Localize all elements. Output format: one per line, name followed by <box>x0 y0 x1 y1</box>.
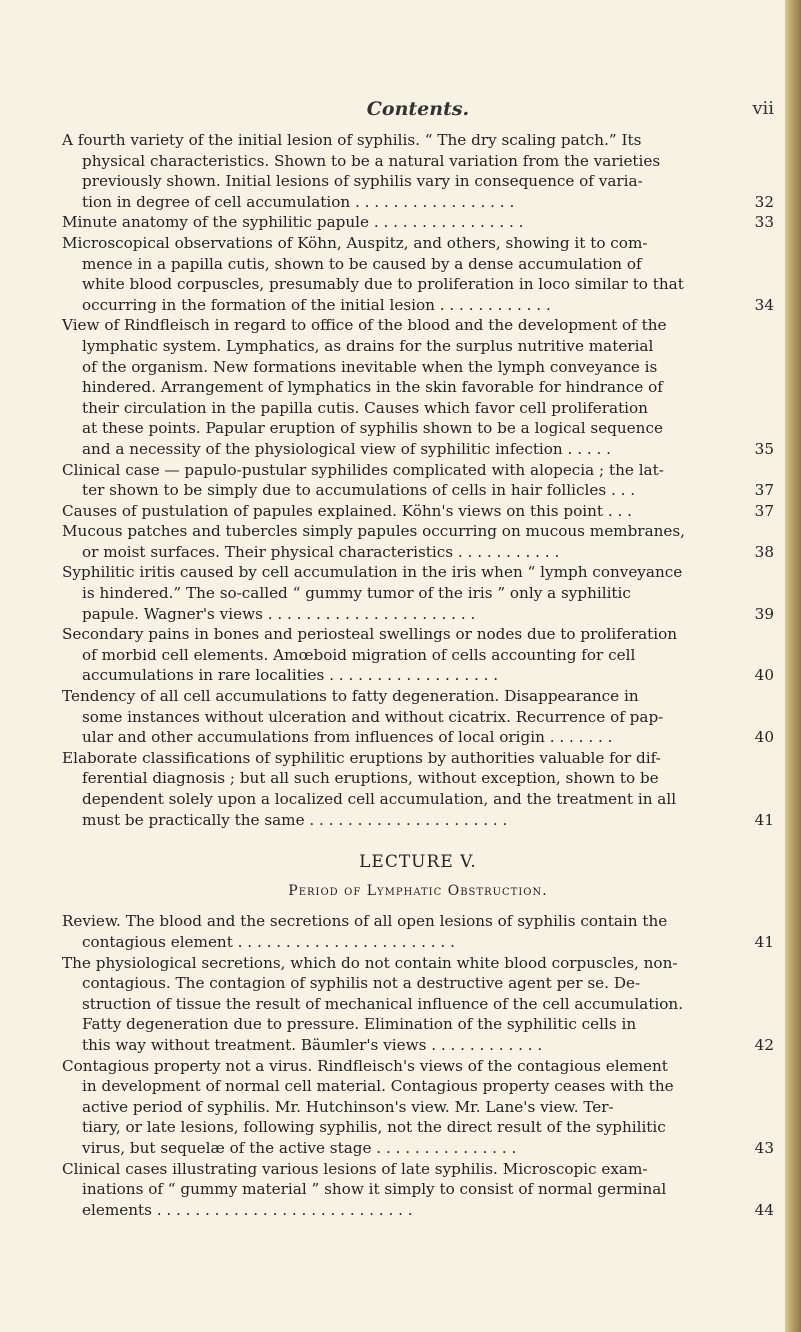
entry-line <box>82 707 774 728</box>
entry-line <box>82 727 774 748</box>
entry-text: white blood corpuscles, presumably due to proliferation in loco similar to that <box>82 275 684 294</box>
entry-text: of the organism. New formations inevitable when the lymph conveyance is <box>82 357 658 376</box>
entry-text: elements . . . . . . . . . . . . . . . . . . . . . . . . . . . <box>82 1200 413 1219</box>
entry-line <box>82 665 774 686</box>
entry-line <box>62 212 774 233</box>
entry-text: contagious. The contagion of syphilis not a destructive agent per se. De- <box>82 974 641 993</box>
entry-text: Contagious property not a virus. Rindfleisch's views of the contagious element <box>62 1056 668 1075</box>
entry-line <box>82 1076 774 1097</box>
contents-entry <box>62 521 774 562</box>
entry-text: Clinical case — papulo-pustular syphilides complicated with alopecia ; the lat- <box>62 460 664 479</box>
entry-line <box>82 994 774 1015</box>
entry-text: this way without treatment. Bäumler's views . . . . . . . . . . . . <box>82 1035 543 1054</box>
entry-line <box>62 911 774 932</box>
entry-line <box>82 439 774 460</box>
entry-text: of morbid cell elements. Amœboid migration of cells accounting for cell <box>82 645 636 664</box>
entry-line <box>62 624 774 645</box>
entry-page-number: 38 <box>754 542 774 561</box>
entry-line <box>82 254 774 275</box>
contents-entry <box>62 953 774 1056</box>
entry-page-number: 41 <box>754 932 774 951</box>
contents-entry <box>62 748 774 830</box>
contents-body <box>62 130 774 1220</box>
entry-page-number: 43 <box>754 1138 774 1157</box>
entry-text: physical characteristics. Shown to be a natural variation from the varieties <box>82 151 661 170</box>
contents-entry <box>62 130 774 212</box>
entry-text: Minute anatomy of the syphilitic papule . . . . . . . . . . . . . . . . <box>62 213 524 232</box>
entry-text: some instances without ulceration and without cicatrix. Recurrence of pap- <box>82 707 664 726</box>
entry-line <box>62 501 774 522</box>
entry-line <box>82 274 774 295</box>
entry-text: The physiological secretions, which do not contain white blood corpuscles, non- <box>62 953 678 972</box>
entry-page-number: 33 <box>754 213 774 232</box>
contents-entry <box>62 315 774 459</box>
running-title: Contents. <box>366 98 470 120</box>
entry-line <box>82 357 774 378</box>
entry-line <box>82 973 774 994</box>
entry-line <box>82 418 774 439</box>
entry-text: and a necessity of the physiological view of syphilitic infection . . . . . <box>82 439 611 458</box>
entry-text: struction of tissue the result of mechanical influence of the cell accumulation. <box>82 994 684 1013</box>
entry-line <box>82 1200 774 1221</box>
entry-line <box>82 171 774 192</box>
entry-text: inations of “ gummy material ” show it simply to consist of normal germinal <box>82 1180 667 1199</box>
entry-text: Microscopical observations of Köhn, Auspitz, and others, showing it to com- <box>62 233 648 252</box>
entry-line <box>62 233 774 254</box>
entry-line <box>82 542 774 563</box>
entry-text: or moist surfaces. Their physical characteristics . . . . . . . . . . . <box>82 542 560 561</box>
entry-line <box>62 562 774 583</box>
entry-line <box>82 768 774 789</box>
entry-line <box>82 645 774 666</box>
entry-page-number: 44 <box>754 1200 774 1219</box>
entry-line <box>82 1097 774 1118</box>
entry-text: A fourth variety of the initial lesion of syphilis. “ The dry scaling patch.” Its <box>62 131 642 149</box>
entry-line <box>82 1014 774 1035</box>
entry-text: occurring in the formation of the initial lesion . . . . . . . . . . . . <box>82 295 551 314</box>
entry-line <box>62 686 774 707</box>
entry-page-number: 40 <box>754 728 774 747</box>
entry-page-number: 35 <box>754 439 774 458</box>
entry-line <box>82 810 774 831</box>
entry-text: Fatty degeneration due to pressure. Elimination of the syphilitic cells in <box>82 1015 637 1034</box>
entry-text: View of Rindfleisch in regard to office of the blood and the development of the <box>62 316 667 335</box>
contents-entry <box>62 1056 774 1159</box>
contents-entry <box>62 686 774 748</box>
entry-line <box>82 295 774 316</box>
entry-page-number: 32 <box>754 192 774 211</box>
entry-text: Tendency of all cell accumulations to fatty degeneration. Disappearance in <box>62 687 639 706</box>
entry-text: contagious element . . . . . . . . . . . . . . . . . . . . . . . <box>82 932 455 951</box>
entry-page-number: 37 <box>754 481 774 500</box>
entry-text: their circulation in the papilla cutis. Causes which favor cell proliferation <box>82 398 648 417</box>
entry-line <box>82 151 774 172</box>
entry-text: accumulations in rare localities . . . . . . . . . . . . . . . . . . <box>82 666 499 685</box>
entry-page-number: 41 <box>754 810 774 829</box>
entry-text: papule. Wagner's views . . . . . . . . . . . . . . . . . . . . . . <box>82 604 476 623</box>
entry-text: Syphilitic iritis caused by cell accumulation in the iris when “ lymph conveyance <box>62 563 683 582</box>
entry-line <box>82 583 774 604</box>
entry-text: is hindered.” The so-called “ gummy tumor of the iris ” only a syphilitic <box>82 584 631 603</box>
entry-line <box>62 460 774 481</box>
entry-text: ter shown to be simply due to accumulations of cells in hair follicles . . . <box>82 481 636 500</box>
entry-line <box>82 1179 774 1200</box>
entry-text: Causes of pustulation of papules explained. Köhn's views on this point . . . <box>62 501 632 520</box>
contents-entry <box>62 501 774 522</box>
entry-text: Clinical cases illustrating various lesions of late syphilis. Microscopic exam- <box>62 1159 648 1178</box>
contents-list-lecture-v <box>62 911 774 1220</box>
entry-text: in development of normal cell material. Contagious property ceases with the <box>82 1077 674 1096</box>
lecture-subtitle: Period of Lymphatic Obstruction. <box>288 882 548 899</box>
entry-page-number: 42 <box>754 1035 774 1054</box>
entry-line <box>62 953 774 974</box>
entry-text: tiary, or late lesions, following syphilis, not the direct result of the syphilitic <box>82 1118 666 1137</box>
entry-line <box>82 789 774 810</box>
contents-entry <box>62 1159 774 1221</box>
entry-line <box>82 1117 774 1138</box>
contents-entry <box>62 624 774 686</box>
entry-line <box>62 1056 774 1077</box>
contents-entry <box>62 562 774 624</box>
entry-line <box>82 1138 774 1159</box>
entry-page-number: 39 <box>754 604 774 623</box>
entry-line <box>82 480 774 501</box>
entry-text: virus, but sequelæ of the active stage . . . . . . . . . . . . . . . <box>82 1138 517 1157</box>
entry-text: ferential diagnosis ; but all such eruptions, without exception, shown to be <box>82 769 659 788</box>
entry-text: tion in degree of cell accumulation . . . . . . . . . . . . . . . . . <box>82 192 515 211</box>
entry-line <box>62 748 774 769</box>
entry-text: mence in a papilla cutis, shown to be caused by a dense accumulation of <box>82 254 642 273</box>
entry-line <box>82 377 774 398</box>
entry-page-number: 34 <box>754 295 774 314</box>
contents-entry <box>62 212 774 233</box>
entry-text: must be practically the same . . . . . . . . . . . . . . . . . . . . . <box>82 810 508 829</box>
page-number: vii <box>752 98 774 119</box>
entry-line <box>82 1035 774 1056</box>
entry-text: hindered. Arrangement of lymphatics in the skin favorable for hindrance of <box>82 378 663 397</box>
entry-text: active period of syphilis. Mr. Hutchinson's view. Mr. Lane's view. Ter- <box>82 1097 614 1116</box>
entry-line <box>82 336 774 357</box>
entry-line <box>62 1159 774 1180</box>
entry-line <box>82 604 774 625</box>
entry-text: Review. The blood and the secretions of all open lesions of syphilis contain the <box>62 912 668 931</box>
entry-page-number: 37 <box>754 501 774 520</box>
contents-entry <box>62 911 774 952</box>
entry-line <box>62 130 774 151</box>
entry-line <box>62 315 774 336</box>
page-header <box>62 98 774 124</box>
entry-text: Secondary pains in bones and periosteal swellings or nodes due to proliferation <box>62 625 678 644</box>
contents-entry <box>62 460 774 501</box>
entry-text: dependent solely upon a localized cell accumulation, and the treatment in all <box>82 790 677 808</box>
entry-page-number: 40 <box>754 666 774 685</box>
entry-text: ular and other accumulations from influences of local origin . . . . . . . <box>82 728 613 747</box>
entry-text: Mucous patches and tubercles simply papules occurring on mucous membranes, <box>62 522 686 541</box>
contents-list-lecture-iv <box>62 130 774 830</box>
entry-line <box>82 932 774 953</box>
entry-line <box>82 192 774 213</box>
lecture-heading: LECTURE V. <box>359 852 477 873</box>
entry-text: previously shown. Initial lesions of syphilis vary in consequence of varia- <box>82 172 643 191</box>
entry-text: lymphatic system. Lymphatics, as drains for the surplus nutritive material <box>82 336 654 355</box>
entry-text: Elaborate classifications of syphilitic eruptions by authorities valuable for dif- <box>62 748 661 767</box>
contents-entry <box>62 233 774 315</box>
entry-text: at these points. Papular eruption of syphilis shown to be a logical sequence <box>82 419 663 438</box>
page-edge <box>785 0 801 1332</box>
entry-line <box>62 521 774 542</box>
entry-line <box>82 398 774 419</box>
